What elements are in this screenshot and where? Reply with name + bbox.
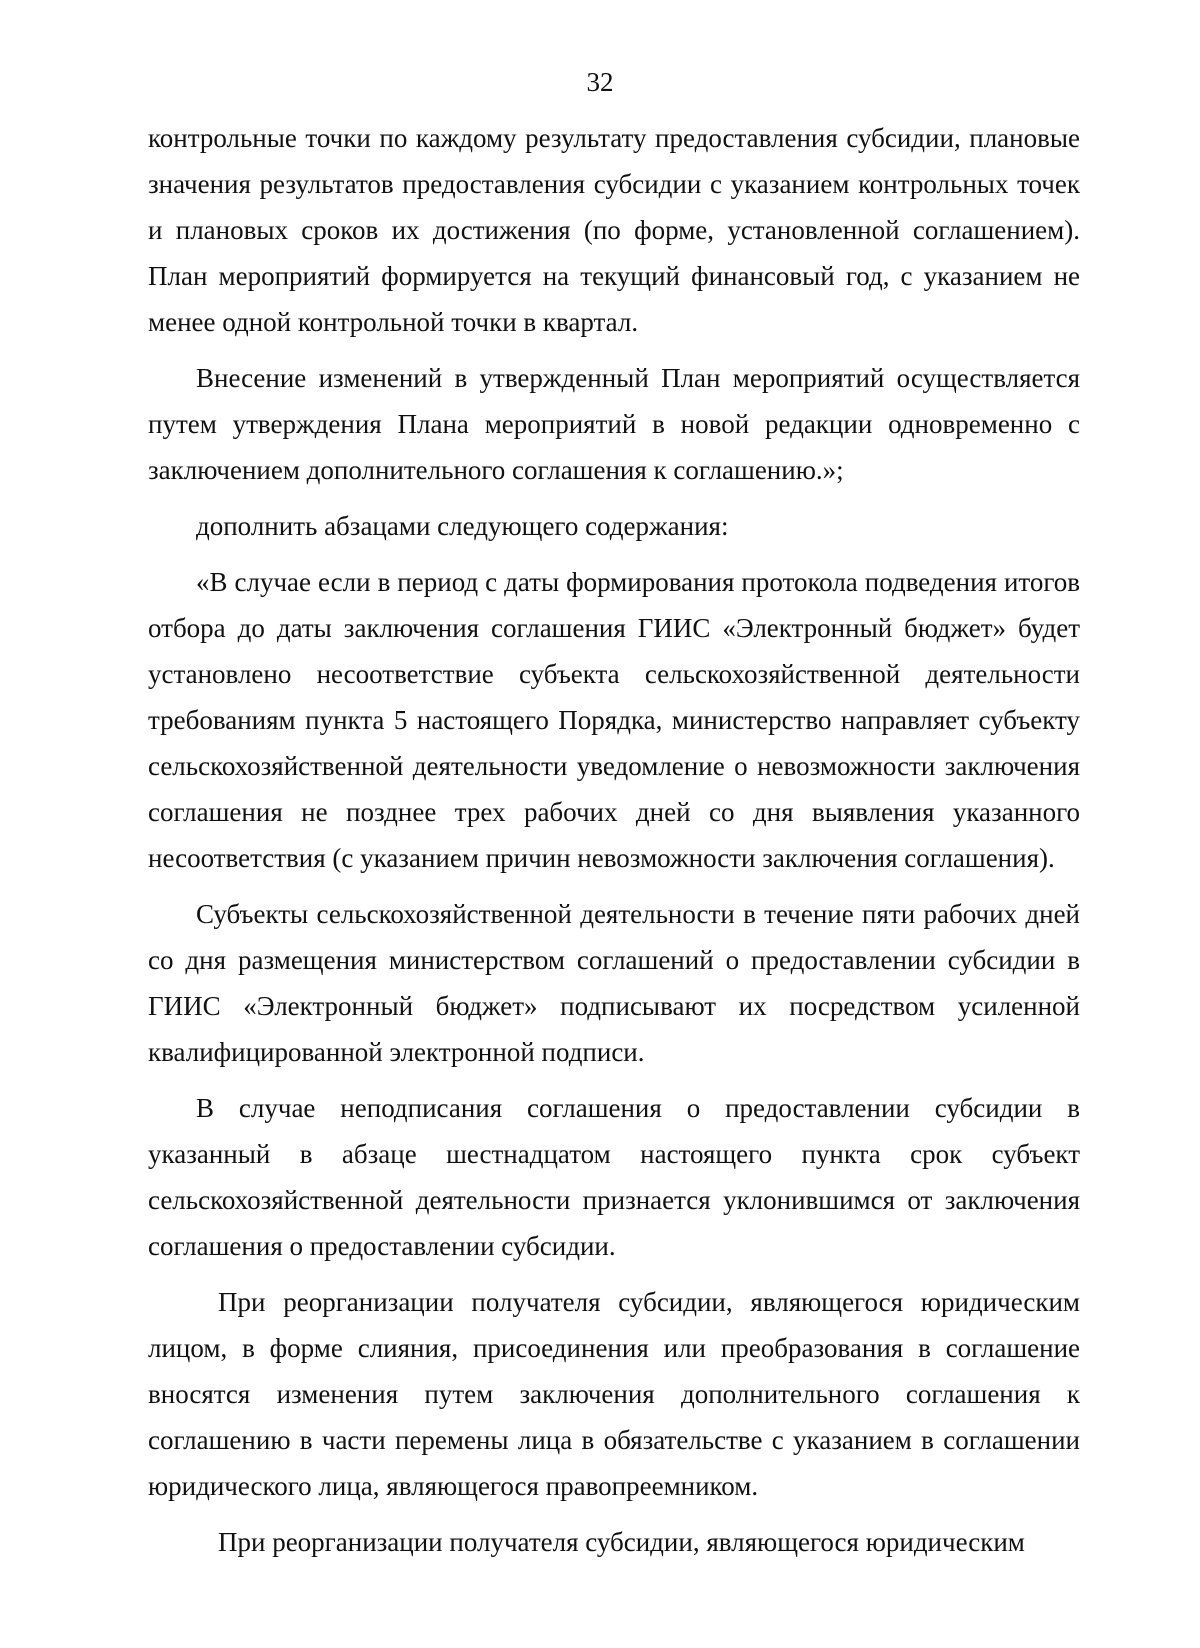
paragraph-reorganization: При реорганизации получателя субсидии, являющегося юридическим лицом, в форме слияния, присоединения или преобразования в соглашение вносятся изменения путем заключения дополнительного соглашения к соглашению в части перемены лица в обязательстве с указанием в соглашении юридического лица, являющегося правопреемником.	[148, 1287, 1080, 1501]
paragraph-continuation: контрольные точки по каждому результату предоставления субсидии, плановые значения результатов предоставления субсидии с указанием контрольных точек и плановых сроков их достижения (по форме, установленной соглашением). План мероприятий формируется на текущий финансовый год, с указанием не менее одной контрольной точки в квартал.	[148, 123, 1080, 337]
paragraph-signing: Субъекты сельскохозяйственной деятельности в течение пяти рабочих дней со дня размещения министерством соглашений о предоставлении субсидии в ГИИС «Электронный бюджет» подписывают их посредством усиленной квалифицированной электронной подписи.	[148, 899, 1080, 1067]
paragraph-supplement-instruction: дополнить абзацами следующего содержания:	[196, 511, 729, 541]
paragraph-plan-amendments: Внесение изменений в утвержденный План мероприятий осуществляется путем утверждения Плана мероприятий в новой редакции одновременно с заключением дополнительного соглашения к соглашению.»;	[148, 363, 1080, 485]
document-body	[148, 115, 1080, 1575]
page-number: 32	[586, 67, 614, 97]
paragraph-reorganization-continued: При реорганизации получателя субсидии, являющегося юридическим	[218, 1527, 1025, 1557]
paragraph-noncompliance: «В случае если в период с даты формирования протокола подведения итогов отбора до даты заключения соглашения ГИИС «Электронный бюджет» будет установлено несоответствие субъекта сельскохозяйственной деятельности требованиям пункта 5 настоящего Порядка, министерство направляет субъекту сельскохозяйственной деятельности уведомление о невозможности заключения соглашения не позднее трех рабочих дней со дня выявления указанного несоответствия (с указанием причин невозможности заключения соглашения).	[148, 567, 1080, 873]
paragraph-non-signing: В случае неподписания соглашения о предоставлении субсидии в указанный в абзаце шестнадцатом настоящего пункта срок субъект сельскохозяйственной деятельности признается уклонившимся от заключения соглашения о предоставлении субсидии.	[148, 1093, 1080, 1261]
